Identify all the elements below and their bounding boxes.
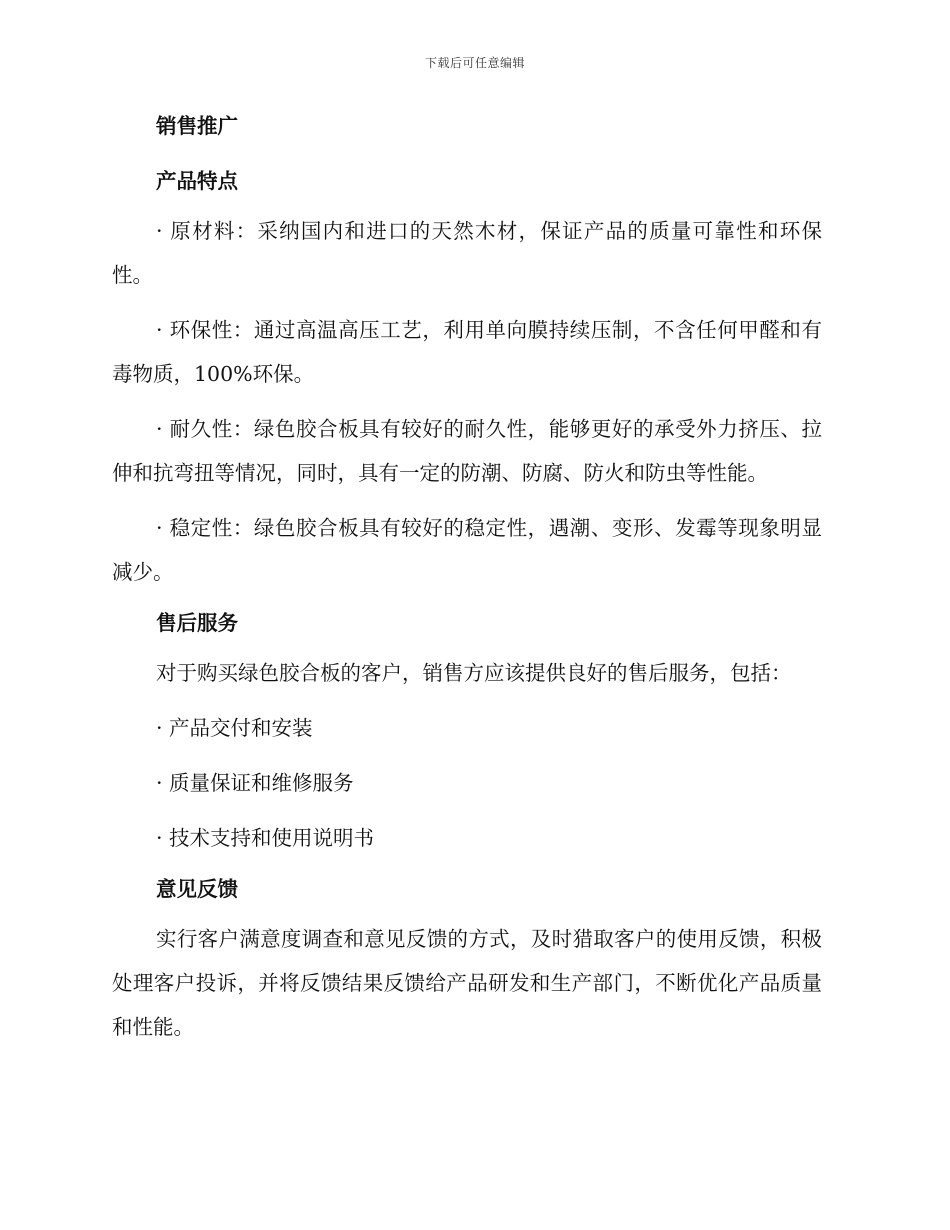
feature-item: · 耐久性：绿色胶合板具有较好的耐久性，能够更好的承受外力挤压、拉伸和抗弯扭等情况，同时，具有一定的防潮、防腐、防火和防虫等性能。: [112, 417, 822, 485]
spacer: [112, 594, 822, 605]
feedback-body: 实行客户满意度调查和意见反馈的方式，及时猎取客户的使用反馈，积极处理客户投诉，并将反馈结果反馈给产品研发和生产部门，不断优化产品质量和性能。: [112, 927, 822, 1039]
spacer: [112, 695, 822, 706]
spacer: [112, 805, 822, 816]
spacer: [112, 750, 822, 761]
feature-item: · 环保性：通过高温高压工艺，利用单向膜持续压制，不含任何甲醛和有毒物质，100%环保。: [112, 318, 822, 386]
after-sales-intro: 对于购买绿色胶合板的客户，销售方应该提供良好的售后服务，包括：: [156, 661, 792, 685]
after-sales-item: · 质量保证和维修服务: [156, 771, 354, 795]
after-sales-item: · 技术支持和使用说明书: [156, 826, 375, 850]
spacer: [112, 144, 822, 163]
spacer: [112, 199, 822, 209]
features-heading: 产品特点: [156, 169, 238, 193]
after-sales-heading: 售后服务: [156, 611, 238, 635]
spacer: [112, 297, 822, 308]
feature-item: · 稳定性：绿色胶合板具有较好的稳定性，遇潮、变形、发霉等现象明显减少。: [112, 516, 822, 584]
spacer: [112, 641, 822, 651]
feature-item: · 原材料：采纳国内和进口的天然木材，保证产品的质量可靠性和环保性。: [112, 219, 822, 287]
document-body: [112, 108, 822, 1049]
spacer: [112, 495, 822, 506]
feedback-heading: 意见反馈: [156, 877, 238, 901]
spacer: [112, 907, 822, 917]
after-sales-item: · 产品交付和安装: [156, 716, 313, 740]
section-title: 销售推广: [156, 114, 238, 138]
spacer: [112, 396, 822, 407]
header-note: 下载后可任意编辑: [424, 56, 525, 70]
spacer: [112, 860, 822, 871]
